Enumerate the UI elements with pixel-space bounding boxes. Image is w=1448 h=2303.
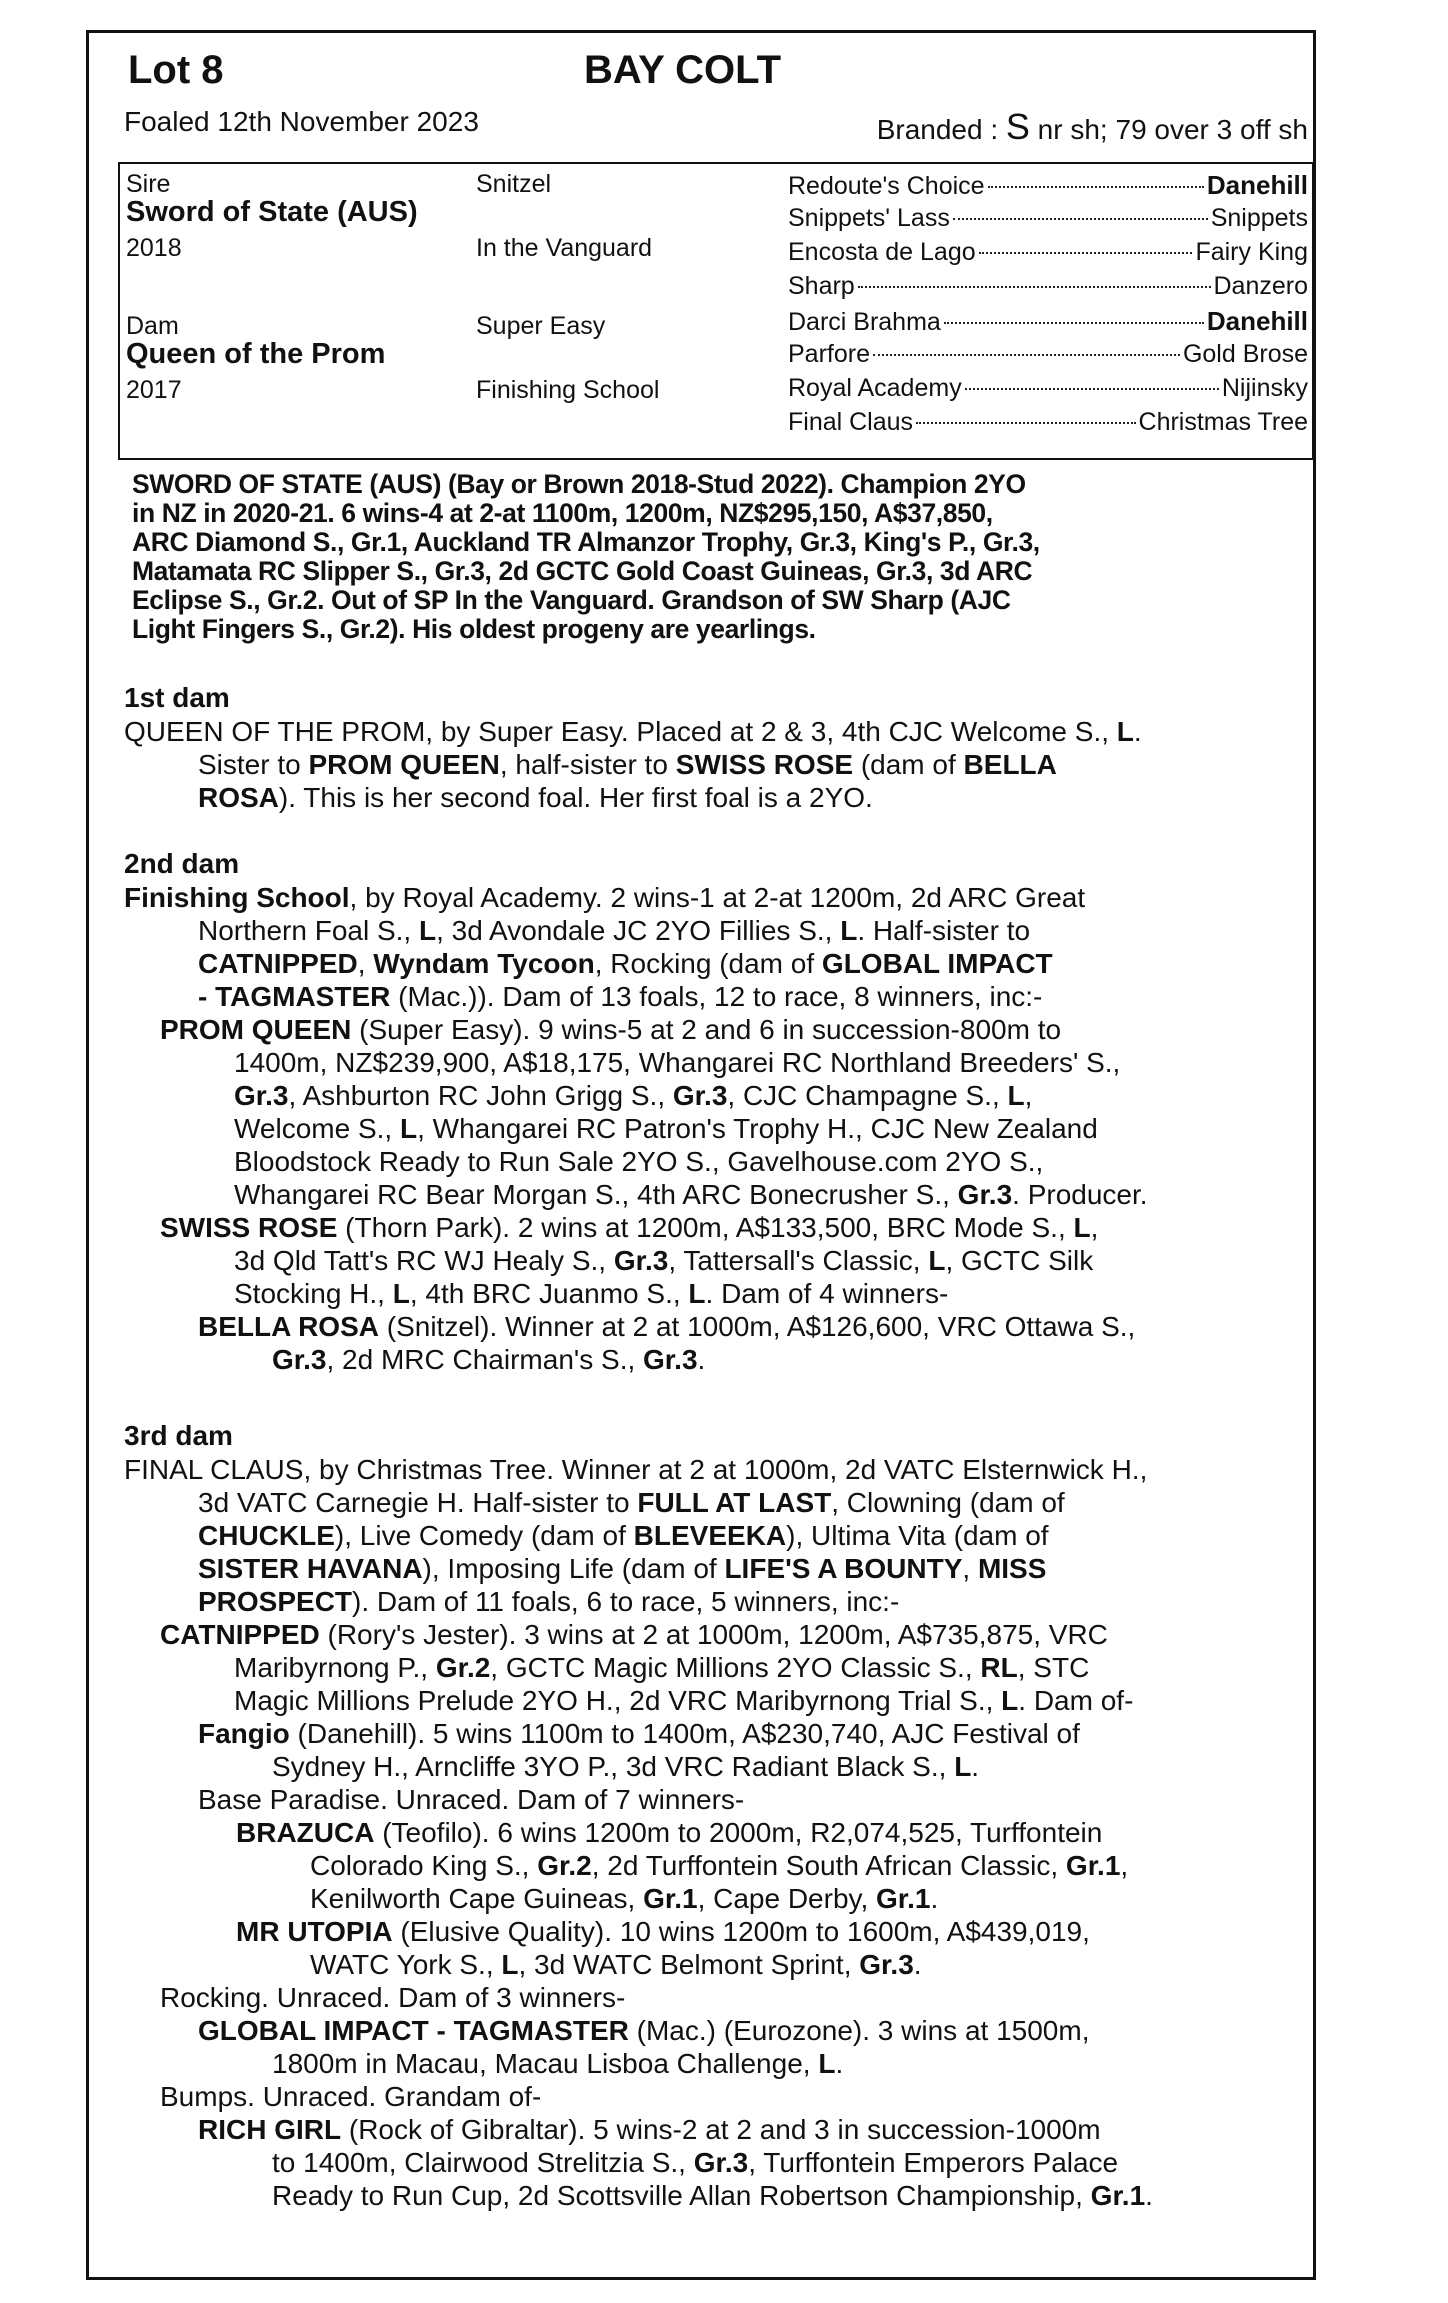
ancestor-row: Parfore Gold Brose [788, 340, 1308, 368]
ancestor-row: Final Claus Christmas Tree [788, 408, 1308, 436]
sire-dam: In the Vanguard [476, 234, 653, 262]
bumps-entry: Bumps. Unraced. Grandam of- [160, 2081, 542, 2112]
sire-sire: Snitzel [476, 170, 552, 198]
sire-label: Sire [126, 170, 171, 198]
dam-name: Queen of the Prom [126, 338, 386, 370]
branding: Branded : S nr sh; 79 over 3 off sh [876, 106, 1308, 147]
bella-rosa-entry: BELLA ROSA (Snitzel). Winner at 2 at 1000m, A$126,600, VRC Ottawa S., Gr.3, 2d MRC Chairman's S., Gr.3. [198, 1311, 1136, 1375]
sire-year: 2018 [126, 234, 182, 262]
base-paradise-entry: Base Paradise. Unraced. Dam of 7 winners- [198, 1784, 745, 1815]
second-dam-heading: 2nd dam [124, 848, 240, 879]
mr-utopia-entry: MR UTOPIA (Elusive Quality). 10 wins 1200m to 1600m, A$439,019, WATC York S., L, 3d WATC Belmont Sprint, Gr.3. [236, 1916, 1090, 1980]
ancestor-row: Sharp Danzero [788, 272, 1308, 300]
ancestor-row: Snippets' Lass Snippets [788, 204, 1308, 232]
first-dam-text: QUEEN OF THE PROM, by Super Easy. Placed at 2 & 3, 4th CJC Welcome S., L. Sister to PROM QUEEN, half-sister to SWISS ROSE (dam of BELLA ROSA). This is her second foal. Her first foal is a 2YO. [124, 716, 1142, 813]
rocking-entry: Rocking. Unraced. Dam of 3 winners- [160, 1982, 626, 2013]
brand-mark: S [1005, 106, 1030, 147]
sire-summary: SWORD OF STATE (AUS) (Bay or Brown 2018-Stud 2022). Champion 2YO in NZ in 2020-21. 6 wins-4 at 2-at 1100m, 1200m, NZ$295,150, A$37,850, ARC Diamond S., Gr.1, Auckland TR Almanzor Trophy, Gr.3, King's P., Gr.3, Matamata RC Slipper S., Gr.3, 2d GCTC Gold Coast Guineas, Gr.3, 3d ARC Eclipse S., Gr.2. Out of SP In the Vanguard. Grandson of SW Sharp (AJC Light Fingers S., Gr.2). His oldest progeny are yearlings. [132, 469, 1040, 644]
ancestor-row: Darci Brahma Danehill [788, 306, 1308, 336]
dam-dam: Finishing School [476, 376, 660, 404]
lot-number: Lot 8 [128, 48, 224, 92]
ancestor-row: Redoute's Choice Danehill [788, 170, 1308, 200]
ancestor-row: Royal Academy Nijinsky [788, 374, 1308, 402]
second-dam-text: Finishing School, by Royal Academy. 2 wins-1 at 2-at 1200m, 2d ARC Great Northern Foal S., L, 3d Avondale JC 2YO Fillies S., L. Half-sister to CATNIPPED, Wyndam Tycoon, Rocking (dam of GLOBAL IMPACT - TAGMASTER (Mac.)). Dam of 13 foals, 12 to race, 8 winners, inc:- [124, 882, 1086, 1012]
third-dam-text: FINAL CLAUS, by Christmas Tree. Winner at 2 at 1000m, 2d VATC Elsternwick H., 3d VATC Carnegie H. Half-sister to FULL AT LAST, Clowning (dam of CHUCKLE), Live Comedy (dam of BLEVEEKA), Ultima Vita (dam of SISTER HAVANA), Imposing Life (dam of LIFE'S A BOUNTY, MISS PROSPECT). Dam of 11 foals, 6 to race, 5 winners, inc:- [124, 1454, 1148, 1617]
ancestor-row: Encosta de Lago Fairy King [788, 238, 1308, 266]
foaled-date: Foaled 12th November 2023 [124, 106, 479, 137]
dam-year: 2017 [126, 376, 182, 404]
sire-name: Sword of State (AUS) [126, 196, 418, 228]
rich-girl-entry: RICH GIRL (Rock of Gibraltar). 5 wins-2 at 2 and 3 in succession-1000m to 1400m, Clairwood Strelitzia S., Gr.3, Turffontein Emperors Palace Ready to Run Cup, 2d Scottsville Allan Robertson Championship, Gr.1. [198, 2114, 1153, 2211]
first-dam-heading: 1st dam [124, 682, 230, 713]
swiss-rose-entry: SWISS ROSE (Thorn Park). 2 wins at 1200m, A$133,500, BRC Mode S., L, 3d Qld Tatt's RC WJ Healy S., Gr.3, Tattersall's Classic, L, GCTC Silk Stocking H., L, 4th BRC Juanmo S., L. Dam of 4 winners- [160, 1212, 1099, 1309]
catnipped-entry: CATNIPPED (Rory's Jester). 3 wins at 2 at 1000m, 1200m, A$735,875, VRC Maribyrnong P., Gr.2, GCTC Magic Millions 2YO Classic S., RL, STC Magic Millions Prelude 2YO H., 2d VRC Maribyrnong Trial S., L. Dam of- [160, 1619, 1134, 1716]
dam-sire: Super Easy [476, 312, 606, 340]
dam-label: Dam [126, 312, 179, 340]
brazuca-entry: BRAZUCA (Teofilo). 6 wins 1200m to 2000m, R2,074,525, Turffontein Colorado King S., Gr.2, 2d Turffontein South African Classic, Gr.1, Kenilworth Cape Guineas, Gr.1, Cape Derby, Gr.1. [236, 1817, 1129, 1914]
global-impact-entry: GLOBAL IMPACT - TAGMASTER (Mac.) (Eurozone). 3 wins at 1500m, 1800m in Macau, Macau Lisboa Challenge, L. [198, 2015, 1090, 2079]
pedigree-table [118, 162, 1314, 460]
horse-title: BAY COLT [584, 48, 782, 92]
third-dam-heading: 3rd dam [124, 1420, 233, 1451]
prom-queen-entry: PROM QUEEN (Super Easy). 9 wins-5 at 2 and 6 in succession-800m to 1400m, NZ$239,900, A$18,175, Whangarei RC Northland Breeders' S., Gr.3, Ashburton RC John Grigg S., Gr.3, CJC Champagne S., L, Welcome S., L, Whangarei RC Patron's Trophy H., CJC New Zealand Bloodstock Ready to Run Sale 2YO S., Gavelhouse.com 2YO S., Whangarei RC Bear Morgan S., 4th ARC Bonecrusher S., Gr.3. Producer. [160, 1014, 1148, 1210]
fangio-entry: Fangio (Danehill). 5 wins 1100m to 1400m, A$230,740, AJC Festival of Sydney H., Arncliffe 3YO P., 3d VRC Radiant Black S., L. [198, 1718, 1080, 1782]
